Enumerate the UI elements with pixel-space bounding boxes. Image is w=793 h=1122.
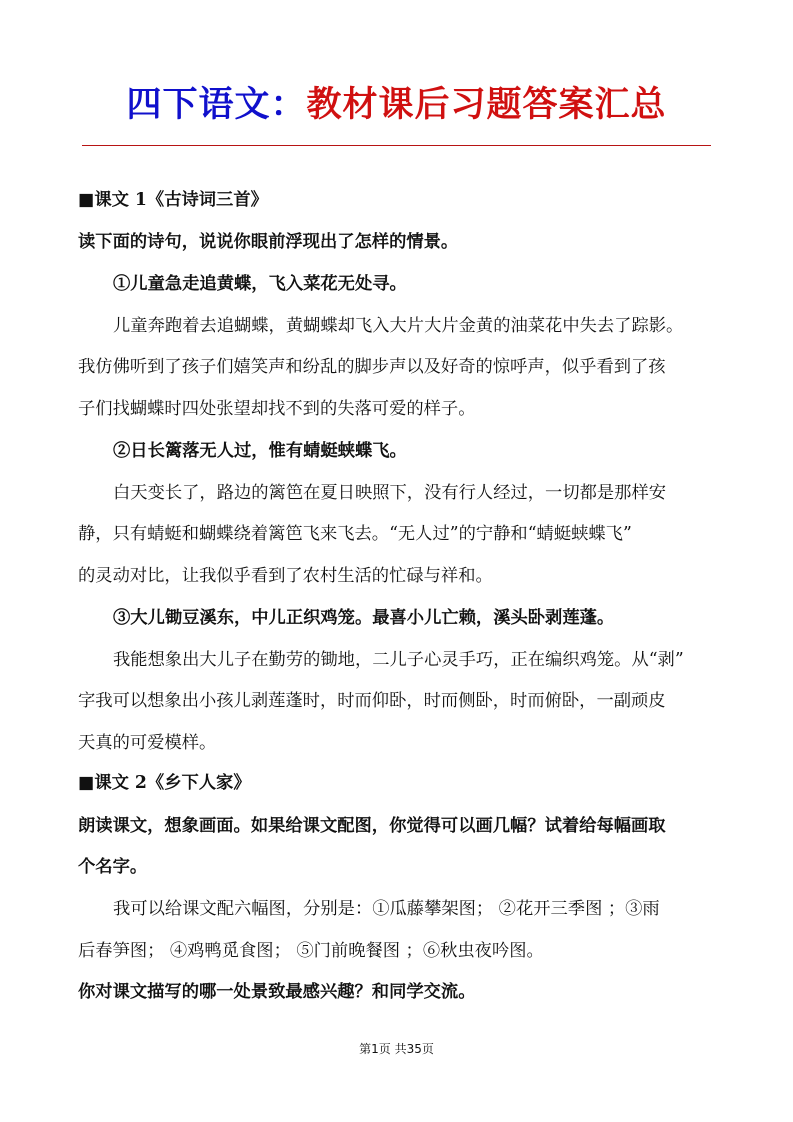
page-title [0,80,793,130]
lesson1-verse-3: ③大儿锄豆溪东，中儿正织鸡笼。最喜小儿亡赖，溪头卧剥莲蓬。 [113,608,615,628]
lesson2-answer-line-1: 我可以给课文配六幅图，分别是：①瓜藤攀架图； ②花开三季图 ；③雨 [113,899,660,919]
lesson1-question: 读下面的诗句，说说你眼前浮现出了怎样的情景。 [78,232,459,252]
lesson1-answer-1-line-3: 子们找蝴蝶时四处张望却找不到的失落可爱的样子。 [78,399,476,419]
lesson2-question-line-1: 朗读课文，想象画面。如果给课文配图，你觉得可以画几幅？试着给每幅画取 [78,816,666,836]
lesson1-answer-2-line-3: 的灵动对比，让我似乎看到了农村生活的忙碌与祥和。 [78,566,493,586]
lesson1-answer-1-line-2: 我仿佛听到了孩子们嬉笑声和纷乱的脚步声以及好奇的惊呼声，似乎看到了孩 [78,357,666,377]
lesson1-answer-3-line-2: 字我可以想象出小孩儿剥莲蓬时，时而仰卧，时而侧卧，时而俯卧，一副顽皮 [78,691,666,711]
lesson1-verse-1: ①儿童急走追黄蝶，飞入菜花无处寻。 [113,274,407,294]
lesson1-answer-2-line-1: 白天变长了，路边的篱笆在夏日映照下，没有行人经过，一切都是那样安 [113,483,667,503]
title-part2: 教材课后习题答案汇总 [306,85,667,125]
page-number: 第1页 共35页 [359,1042,434,1056]
lesson2-heading: ■课文 2《乡下人家》 [78,773,251,793]
lesson1-answer-3-line-1: 我能想象出大儿子在勤劳的锄地，二儿子心灵手巧，正在编织鸡笼。从“剥” [113,650,684,670]
lesson1-answer-1-line-1: 儿童奔跑着去追蝴蝶，黄蝴蝶却飞入大片大片金黄的油菜花中失去了踪影。 [113,316,684,336]
lesson1-heading: ■课文 1《古诗词三首》 [78,190,268,210]
lesson1-answer-2-line-2: 静，只有蜻蜓和蝴蝶绕着篱笆飞来飞去。“无人过”的宁静和“蜻蜓蛱蝶飞” [78,524,632,544]
lesson1-answer-3-line-3: 天真的可爱模样。 [78,733,217,753]
lesson1-verse-2: ②日长篱落无人过，惟有蜻蜓蛱蝶飞。 [113,441,407,461]
lesson2-answer-line-2: 后春笋图； ④鸡鸭觅食图； ⑤门前晚餐图 ；⑥秋虫夜吟图。 [78,941,544,961]
title-part1: 四下语文： [126,85,307,125]
title-divider [82,145,711,146]
lesson2-question-line-2: 个名字。 [78,857,148,877]
lesson2-question-2: 你对课文描写的哪一处景致最感兴趣？和同学交流。 [78,982,476,1002]
